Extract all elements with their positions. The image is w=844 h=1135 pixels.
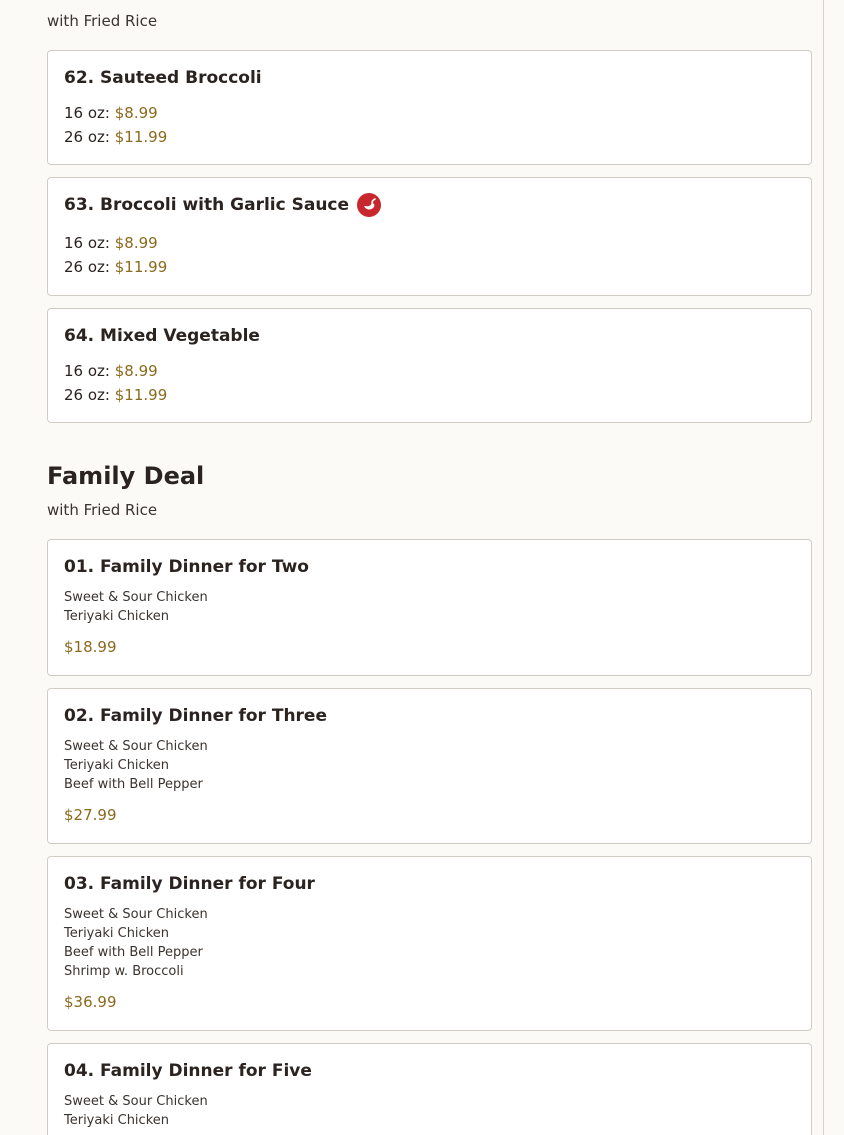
menu-item-card[interactable] [47,539,812,676]
size-label: 16 oz: [64,104,110,122]
menu-item-name: 02. Family Dinner for Three [64,706,327,726]
price-option[interactable] [64,101,795,125]
menu-item-title-row [64,194,795,216]
price-option[interactable] [64,231,795,255]
menu-item-card[interactable] [47,856,812,1031]
menu-item-card[interactable] [47,177,812,296]
price-value: $8.99 [114,104,158,122]
size-label: 26 oz: [64,258,110,276]
size-label: 16 oz: [64,234,110,252]
section-title: Family Deal [47,462,205,490]
price-list [64,359,795,407]
include-item: Beef with Bell Pepper [64,777,203,792]
include-item: Teriyaki Chicken [64,1113,169,1128]
price-value: $36.99 [64,993,117,1011]
menu-item-name: 62. Sauteed Broccoli [64,68,262,88]
size-label: 26 oz: [64,128,110,146]
include-item: Teriyaki Chicken [64,926,169,941]
size-label: 16 oz: [64,362,110,380]
price-option[interactable] [64,383,795,407]
price-value: $18.99 [64,638,117,656]
include-item: Shrimp w. Broccoli [64,964,184,979]
includes-list [64,588,795,626]
price-value: $8.99 [114,362,158,380]
price-option[interactable] [64,125,795,149]
menu-item-card[interactable] [47,1043,812,1135]
menu-item-name: 03. Family Dinner for Four [64,874,315,894]
include-item: Sweet & Sour Chicken [64,907,208,922]
vegetables-subtitle: with Fried Rice [47,12,158,30]
price-value: $8.99 [114,234,158,252]
menu-item-name: 04. Family Dinner for Five [64,1061,312,1081]
page-divider [823,0,824,1135]
include-item: Sweet & Sour Chicken [64,590,208,605]
price-option[interactable] [64,255,795,279]
menu-item-card[interactable] [47,308,812,423]
includes-list [64,737,795,794]
chili-pepper-icon [357,193,381,217]
price-list [64,101,795,149]
price-value: $11.99 [114,128,168,146]
price-value: $11.99 [114,386,168,404]
include-item: Sweet & Sour Chicken [64,1094,208,1109]
include-item: Teriyaki Chicken [64,609,169,624]
menu-item-name: 64. Mixed Vegetable [64,326,260,346]
section-subtitle: with Fried Rice [47,501,158,519]
size-label: 26 oz: [64,386,110,404]
includes-list [64,905,795,981]
menu-item-card[interactable] [47,688,812,844]
price-option[interactable] [64,359,795,383]
include-item: Teriyaki Chicken [64,758,169,773]
includes-list [64,1092,795,1130]
menu-item-card[interactable] [47,50,812,165]
include-item: Beef with Bell Pepper [64,945,203,960]
price-value: $11.99 [114,258,168,276]
menu-item-name: 63. Broccoli with Garlic Sauce [64,195,350,215]
menu-item-name: 01. Family Dinner for Two [64,557,309,577]
price-value: $27.99 [64,806,117,824]
price-list [64,231,795,279]
include-item: Sweet & Sour Chicken [64,739,208,754]
